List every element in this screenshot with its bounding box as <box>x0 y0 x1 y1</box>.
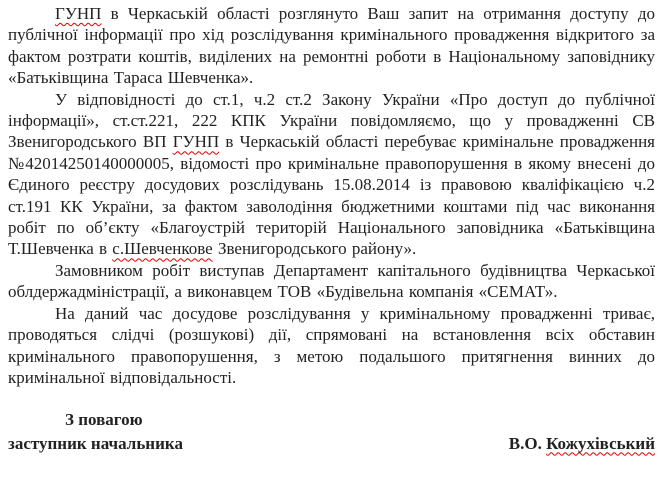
paragraph-4 <box>8 303 655 389</box>
signer-initials: В.О. <box>508 433 547 453</box>
misspelled-word-surname: Кожухівський <box>546 433 655 453</box>
paragraph-2-text-a: У відповідності до ст.1, ч.2 ст.2 Закону України «Про доступ до публічної інформації», ст.ст.221, 222 КПК України повідомляємо, що у провадженні СВ Звенигородського ВП <box>8 89 655 152</box>
signer-name <box>509 433 655 454</box>
signature-row <box>8 433 655 454</box>
paragraph-2-text-c: Звенигородського району». <box>212 239 417 259</box>
paragraph-2-text-b: в Черкаській області перебуває кримінальне провадження №42014250140000005, відомості про кримінальне правопорушення в якому внесені до Єдиного реєстру досудових розслідувань 15.08.2014 із правовою кваліфікацією ч.2 ст.191 КК України, за фактом заволодіння бюджетними коштами під час виконання робіт по об’єкту «Благоустрій територій Національного заповідника «Батьківщина Т.Шевченка в <box>8 132 655 259</box>
signer-position: заступник начальника <box>8 433 183 453</box>
paragraph-2 <box>8 89 655 260</box>
misspelled-word-gunp-2: ГУНП <box>172 132 220 152</box>
paragraph-1-text: в Черкаській області розглянуто Ваш запит на отримання доступу до публічної інформації про хід розслідування кримінального провадження відкритого за фактом розтрати коштів, виділених на ремонтні роботи в Національному заповіднику «Батьківщина Тараса Шевченка». <box>8 4 655 88</box>
closing-salutation: З повагою <box>65 410 143 430</box>
misspelled-word-gunp: ГУНП <box>55 4 102 23</box>
paragraph-3 <box>8 260 655 303</box>
misspelled-word-shevchenkove: с.Шевченкове <box>112 239 213 259</box>
paragraph-1 <box>8 3 655 89</box>
closing-block <box>8 409 655 454</box>
paragraph-4-text: На даний час досудове розслідування у кримінальному провадженні триває, проводяться слідчі (розшукові) дії, спрямовані на встановлення всіх обставин кримінального правопорушення, з метою подальшого притягнення винних до кримінальної відповідальності. <box>8 303 655 387</box>
paragraph-3-text: Замовником робіт виступав Департамент капітального будівництва Черкаської облдержадміністрації, а виконавцем ТОВ «Будівельна компанія «СЕМАТ». <box>8 260 655 302</box>
